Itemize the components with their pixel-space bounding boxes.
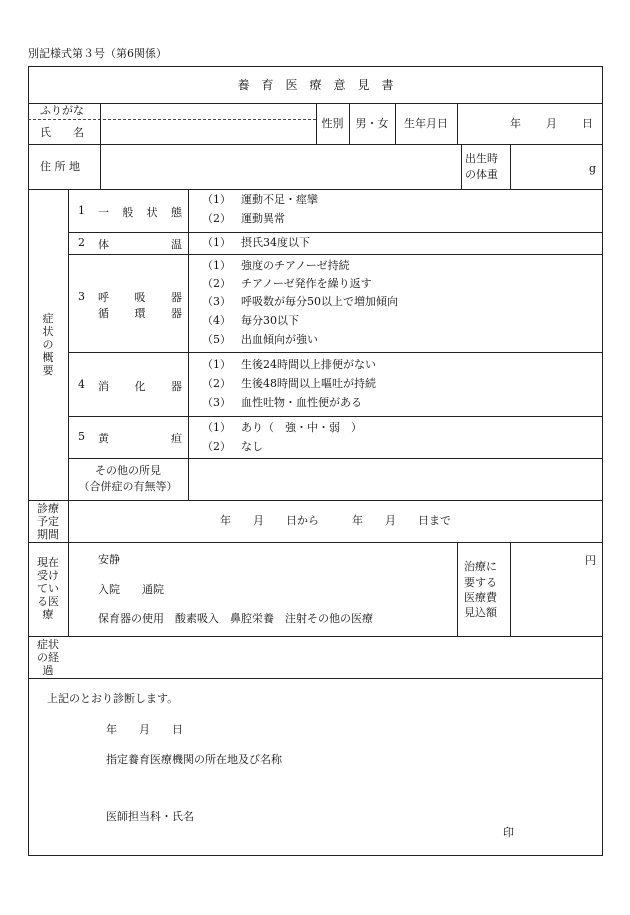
doctor-label: 医師担当科・氏名 <box>106 810 194 823</box>
symptom-1-number: 1 <box>78 204 85 217</box>
symptom-2-item-1-number: （1） <box>202 236 231 249</box>
rule <box>28 144 603 145</box>
cost-label-4: 見込額 <box>464 606 497 619</box>
birthdate-label: 生年月日 <box>404 117 448 130</box>
rule <box>510 542 511 636</box>
cost-label-3: 医療費 <box>464 591 497 604</box>
symptom-4-item-3-number: （3） <box>202 396 231 409</box>
rule <box>461 144 462 189</box>
rule <box>68 254 603 255</box>
current-item-procedures: 保育器の使用 酸素吸入 鼻腔栄養 注射その他の医療 <box>98 612 373 625</box>
symptom-3-item-1-text: 強度のチアノーゼ持続 <box>241 259 350 272</box>
symptom-3-item-3-number: （3） <box>202 295 231 308</box>
sex-label: 性別 <box>321 117 344 130</box>
symptom-3-item-4-text: 毎分30以下 <box>241 314 299 327</box>
furigana-divider <box>28 119 316 120</box>
symptom-3-item-4-number: （4） <box>202 314 231 327</box>
rule <box>188 189 189 500</box>
rule <box>68 352 603 353</box>
form-title: 養 育 医 療 意 見 書 <box>237 78 394 92</box>
symptom-5-item-1-text: あり（ 強・中・弱 ） <box>241 421 362 434</box>
name-label: 氏 名 <box>40 126 84 139</box>
rule <box>68 458 603 459</box>
rule <box>100 103 101 189</box>
diagnosis-date: 年 月 日 <box>106 723 183 736</box>
institution-label: 指定養育医療機関の所在地及び名称 <box>106 753 282 766</box>
other-findings-label-2: （合併症の有無等） <box>78 480 178 493</box>
period-label: 診療予定期間 <box>37 502 59 541</box>
progress-label: 症状の経過 <box>37 638 59 677</box>
current-item-admission: 入院 通院 <box>98 583 164 596</box>
diagnosis-statement: 上記のとおり診断します。 <box>47 692 179 705</box>
birth-day-unit: 日 <box>582 117 593 130</box>
current-item-rest: 安静 <box>98 553 120 566</box>
symptom-3-label-2: 循 環 器 <box>98 307 182 320</box>
symptom-4-item-2-text: 生後48時間以上嘔吐が持続 <box>241 377 376 390</box>
rule <box>68 232 603 233</box>
symptom-3-label: 呼 吸 器 <box>98 291 182 304</box>
symptom-4-number: 4 <box>78 378 85 391</box>
symptom-1-item-1-number: （1） <box>202 193 231 206</box>
cost-unit: 円 <box>585 554 596 567</box>
symptom-3-number: 3 <box>78 290 85 303</box>
symptom-3-item-2-number: （2） <box>202 277 231 290</box>
birth-weight-label-2: の体重 <box>465 168 498 181</box>
rule <box>28 636 603 637</box>
weight-unit: g <box>589 162 597 175</box>
rule <box>457 103 458 144</box>
rule <box>28 678 603 679</box>
other-findings-label-1: その他の所見 <box>95 464 161 477</box>
symptom-4-label: 消 化 器 <box>98 380 182 393</box>
symptom-4-item-3-text: 血性吐物・血性便がある <box>241 396 362 409</box>
form-reference: 別記様式第３号（第6関係） <box>28 47 167 60</box>
form-frame <box>28 66 603 856</box>
sex-options: 男・女 <box>355 117 389 130</box>
period-text: 年 月 日から 年 月 日まで <box>220 514 451 527</box>
symptom-2-number: 2 <box>78 236 85 249</box>
symptom-1-item-2-text: 運動異常 <box>241 212 285 225</box>
rule <box>28 542 603 543</box>
rule <box>28 500 603 501</box>
address-label: 住 所 地 <box>40 160 80 173</box>
birth-month-unit: 月 <box>546 117 557 130</box>
symptom-1-item-1-text: 運動不足・痙攣 <box>241 193 318 206</box>
symptom-1-item-2-number: （2） <box>202 212 231 225</box>
rule <box>510 144 511 189</box>
symptom-3-item-1-number: （1） <box>202 259 231 272</box>
symptom-1-label: 一 般 状 態 <box>98 206 182 219</box>
symptom-3-item-2-text: チアノーゼ発作を繰り返す <box>241 277 372 290</box>
birth-weight-label-1: 出生時 <box>465 152 498 165</box>
symptom-4-item-1-text: 生後24時間以上排便がない <box>241 358 376 371</box>
symptom-3-item-5-number: （5） <box>202 333 231 346</box>
rule <box>68 189 69 636</box>
symptom-5-number: 5 <box>78 430 85 443</box>
symptom-2-label: 体 温 <box>98 238 182 251</box>
birth-year-unit: 年 <box>510 117 521 130</box>
current-treatment-label: 現在受けている医療 <box>37 556 59 621</box>
symptom-5-label: 黄 疸 <box>98 432 182 445</box>
rule <box>28 189 603 190</box>
seal-mark: 印 <box>503 826 514 839</box>
symptom-5-item-2-text: なし <box>241 440 263 453</box>
symptom-3-item-3-text: 呼吸数が毎分50以上で増加傾向 <box>241 295 398 308</box>
rule <box>68 416 603 417</box>
cost-label-1: 治療に <box>464 560 497 573</box>
symptom-5-item-2-number: （2） <box>202 440 231 453</box>
symptom-5-item-1-number: （1） <box>202 421 231 434</box>
symptom-4-item-2-number: （2） <box>202 377 231 390</box>
symptom-2-item-1-text: 摂氏34度以下 <box>241 236 310 249</box>
furigana-label: ふりがな <box>40 104 84 117</box>
symptom-4-item-1-number: （1） <box>202 358 231 371</box>
symptoms-label: 症状の概要 <box>42 312 54 377</box>
rule <box>457 542 458 636</box>
symptom-3-item-5-text: 出血傾向が強い <box>241 333 318 346</box>
cost-label-2: 要する <box>464 576 497 589</box>
